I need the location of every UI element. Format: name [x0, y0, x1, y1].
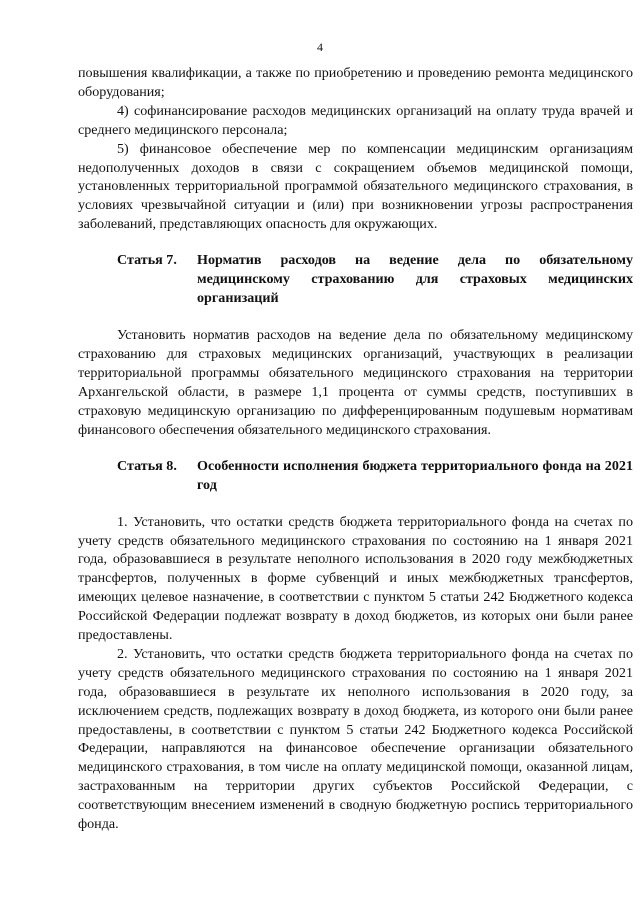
article-7-heading	[78, 251, 633, 308]
list-item-5: 5) финансовое обеспечение мер по компенсации медицинским организациям недополученных доходов в связи с сокращением объемов медицинской помощи, установленных территориальной программой обязательного медицинского страхования, в условиях чрезвычайной ситуации и (или) при возникновении угрозы распространения заболеваний, представляющих опасность для окружающих.	[78, 140, 633, 233]
page-number: 4	[317, 40, 323, 54]
article-8-item-2: 2. Установить, что остатки средств бюджета территориального фонда на счетах по учету средств обязательного медицинского страхования по состоянию на 1 января 2021 года, образовавшиеся в результате их неполного использования в 2020 году, за исключением средств, подлежащих возврату в доход бюджета, из которого они были ранее предоставлены, в соответствии с пунктом 5 статьи 242 Бюджетного кодекса Российской Федерации, направляются на финансовое обеспечение организации обязательного медицинского страхования, в том числе на оплату медицинской помощи, оказанной лицам, застрахованным на территории других субъектов Российской Федерации, с соответствующим внесением изменений в сводную бюджетную роспись территориального фонда.	[78, 645, 633, 833]
list-item-4: 4) софинансирование расходов медицинских организаций на оплату труда врачей и среднего медицинского персонала;	[78, 102, 633, 138]
article-7-text: Установить норматив расходов на ведение дела по обязательному медицинскому страхованию для страховых медицинских организаций, участвующих в реализации территориальной программы обязательного медицинского страхования на территории Архангельской области, в размере 1,1 процента от суммы средств, поступивших в страховую медицинскую организацию по дифференцированным подушевым нормативам финансового обеспечения обязательного медицинского страхования.	[78, 327, 633, 438]
article-8-heading	[78, 457, 633, 495]
article-8-item-1: 1. Установить, что остатки средств бюджета территориального фонда на счетах по учету средств обязательного медицинского страхования по состоянию на 1 января 2021 года, образовавшиеся в результате неполного использования в 2020 году межбюджетных трансфертов, полученных в форме субвенций и иных межбюджетных трансфертов, имеющих целевое назначение, в соответствии с пунктом 5 статьи 242 Бюджетного кодекса Российской Федерации подлежат возврату в доход бюджетов, из которых они были ранее предоставлены.	[78, 513, 633, 644]
document-body	[78, 64, 633, 834]
article-7-number: Статья 7.	[117, 252, 177, 269]
article-8-number: Статья 8.	[117, 457, 177, 474]
article-8-title: Особенности исполнения бюджета территориального фонда на 2021 год	[197, 457, 633, 493]
article-7-title: Норматив расходов на ведение дела по обязательному медицинскому страхованию для страховых медицинских организаций	[197, 252, 633, 307]
paragraph-continuation: повышения квалификации, а также по приобретению и проведению ремонта медицинского оборудования;	[78, 65, 633, 100]
